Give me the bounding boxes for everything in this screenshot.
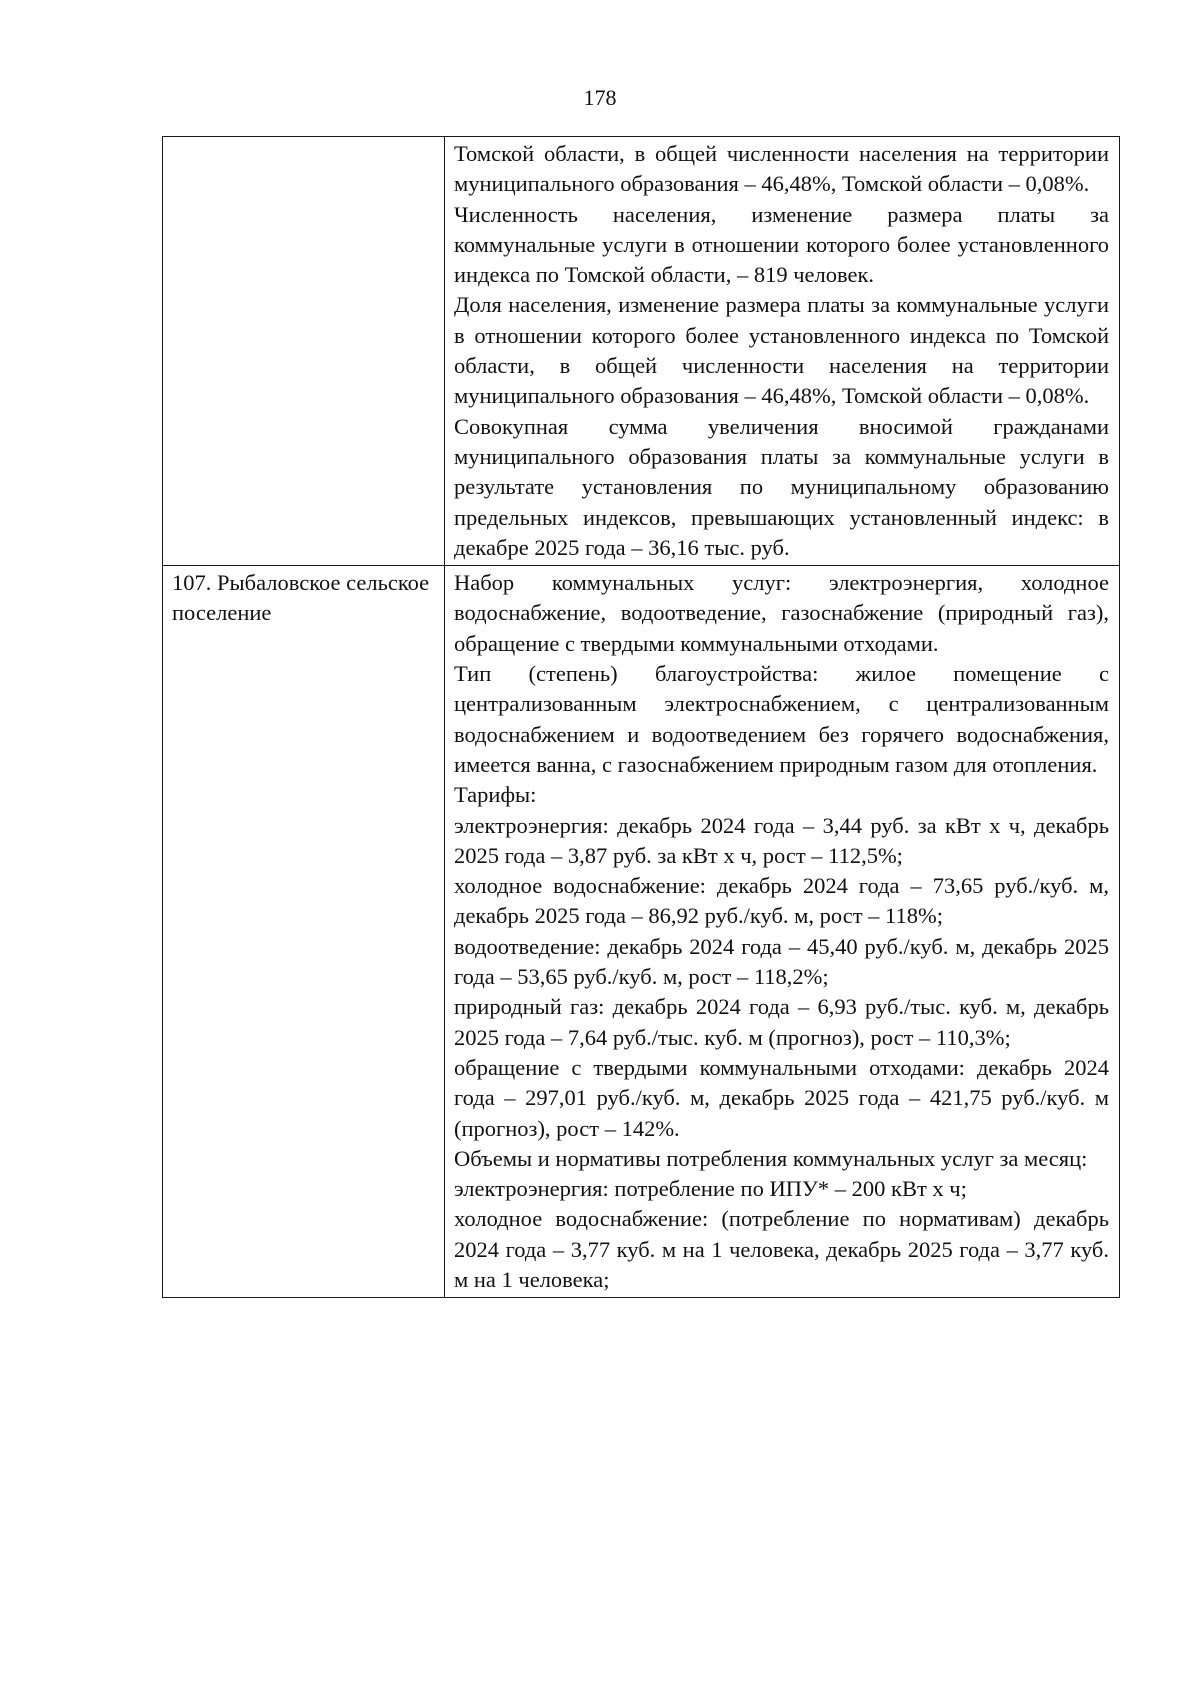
text-paragraph: Численность населения, изменение размера платы за коммунальные услуги в отношении которого более установленного индекса по Томской области, – 819 человек. <box>454 201 1109 288</box>
text-paragraph: водоотведение: декабрь 2024 года – 45,40 руб./куб. м, декабрь 2025 года – 53,65 руб./куб. м, рост – 118,2%; <box>454 933 1109 990</box>
municipality-name-cell: 107. Рыбаловское сельское поселение <box>163 566 445 1298</box>
document-table <box>162 136 1120 1298</box>
table-row <box>163 566 1120 1298</box>
text-paragraph: холодное водоснабжение: (потребление по нормативам) декабрь 2024 года – 3,77 куб. м на 1 человека, декабрь 2025 года – 3,77 куб. м на 1 человека; <box>454 1206 1109 1292</box>
page-number: 178 <box>583 85 617 110</box>
text-paragraph: электроэнергия: потребление по ИПУ* – 200 кВт х ч; <box>454 1176 967 1202</box>
indicators-cell <box>445 566 1120 1298</box>
text-paragraph: Тип (степень) благоустройства: жилое помещение с централизованным электроснабжением, с централизованным водоснабжением и водоотведением без горячего водоснабжения, имеется ванна, с газоснабжением природным газом для отопления. <box>454 661 1109 777</box>
table-row <box>163 137 1120 566</box>
indicators-cell <box>445 137 1120 566</box>
text-paragraph: электроэнергия: декабрь 2024 года – 3,44 руб. за кВт х ч, декабрь 2025 года – 3,87 руб. за кВт х ч, рост – 112,5%; <box>454 812 1109 868</box>
municipality-name-cell <box>163 137 445 566</box>
text-paragraph: Набор коммунальных услуг: электроэнергия, холодное водоснабжение, водоотведение, газоснабжение (природный газ), обращение с твердыми коммунальными отходами. <box>454 570 1109 656</box>
text-paragraph: Объемы и нормативы потребления коммунальных услуг за месяц: <box>454 1145 1088 1171</box>
text-paragraph: холодное водоснабжение: декабрь 2024 года – 73,65 руб./куб. м, декабрь 2025 года – 86,92 руб./куб. м, рост – 118%; <box>454 873 1109 929</box>
text-paragraph: обращение с твердыми коммунальными отходами: декабрь 2024 года – 297,01 руб./куб. м, декабрь 2025 года – 421,75 руб./куб. м (прогноз), рост – 142%. <box>454 1054 1109 1141</box>
text-paragraph: Доля населения, изменение размера платы за коммунальные услуги в отношении которого более установленного индекса по Томской области, в общей численности населения на территории муниципального образования – 46,48%, Томской области – 0,08%. <box>454 292 1109 409</box>
text-paragraph: Тарифы: <box>454 782 537 808</box>
text-paragraph: природный газ: декабрь 2024 года – 6,93 руб./тыс. куб. м, декабрь 2025 года – 7,64 руб./тыс. куб. м (прогноз), рост – 110,3%; <box>454 994 1109 1050</box>
text-paragraph: Томской области, в общей численности населения на территории муниципального образования – 46,48%, Томской области – 0,08%. <box>454 141 1109 197</box>
text-paragraph: Совокупная сумма увеличения вносимой гражданами муниципального образования платы за коммунальные услуги в результате установления по муниципальному образованию предельных индексов, превышающих установленный индекс: в декабре 2025 года – 36,16 тыс. руб. <box>454 413 1109 560</box>
